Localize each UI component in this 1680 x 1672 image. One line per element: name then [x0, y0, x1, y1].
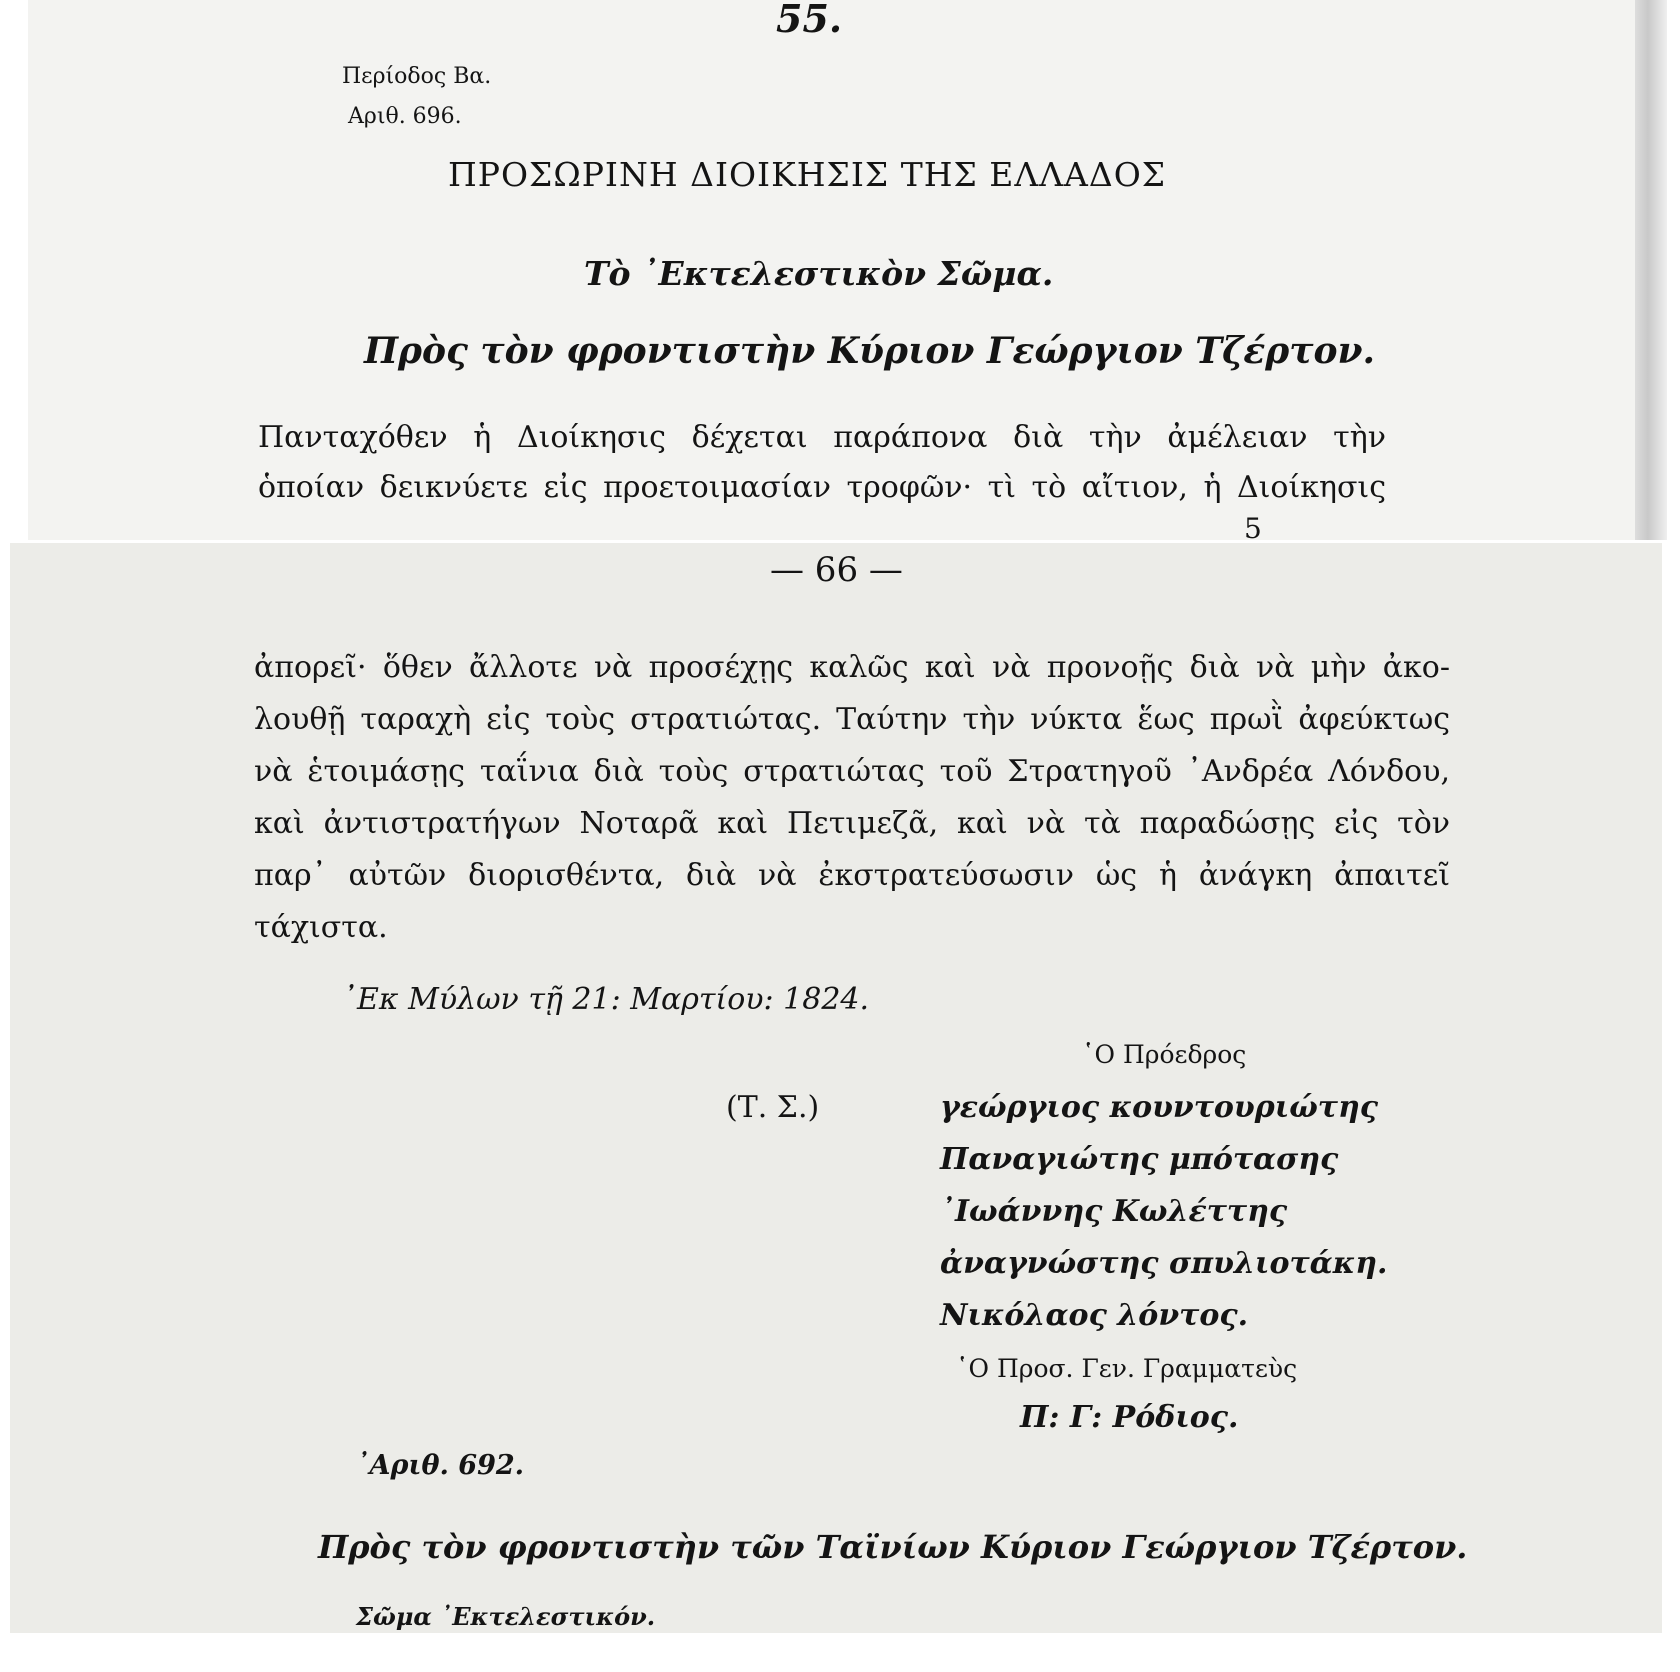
body-line-2: λουθῇ ταραχὴ εἰς τοὺς στρατιώτας. Ταύτην τὴν νύκτα ἕως πρωῒ ἀφεύκτως	[254, 702, 1450, 737]
next-arith-number: ᾿Αριθ. 692.	[356, 1450, 525, 1481]
signatory-3: ᾿Ιωάννης Κωλέττης	[940, 1194, 1288, 1229]
secretary-label: ῾Ο Προσ. Γεν. Γραμματεὺς	[956, 1354, 1298, 1383]
period-label: Περίοδος Βα.	[342, 64, 492, 89]
next-body-line: Σῶμα ᾿Εκτελεστικόν.	[356, 1602, 656, 1631]
document-heading: ΠΡΟΣΩΡΙΝΗ ΔΙΟΙΚΗΣΙΣ ΤΗΣ ΕΛΛΑΔΟΣ	[448, 155, 1167, 194]
signatory-1: γεώργιος κουντουριώτης	[940, 1090, 1379, 1125]
secretary-name: Π: Γ: Ρόδιος.	[1020, 1400, 1239, 1435]
arith-number: Αριθ. 696.	[348, 104, 462, 129]
president-label: ῾Ο Πρόεδρος	[1082, 1040, 1247, 1069]
signature-mark: 5	[1244, 512, 1262, 545]
signatory-5: Νικόλαος λόντος.	[940, 1298, 1249, 1333]
body-line-5: παρ᾿ αὐτῶν διορισθέντα, διὰ νὰ ἐκστρατεύσωσιν ὡς ἡ ἀνάγκη ἀπαιτεῖ	[254, 858, 1450, 893]
seal-mark: (Τ. Σ.)	[726, 1090, 820, 1125]
next-addressee-line: Πρὸς τὸν φροντιστὴν τῶν Ταϊνίων Κύριον Γεώργιον Τζέρτον.	[318, 1528, 1468, 1566]
body-line-1: ἀπορεῖ· ὅθεν ἄλλοτε νὰ προσέχῃς καλῶς καὶ νὰ προνοῇς διὰ νὰ μὴν ἀκο-	[254, 650, 1450, 685]
signatory-2: Παναγιώτης μπότασης	[940, 1142, 1339, 1177]
body-line-4: καὶ ἀντιστρατήγων Νοταρᾶ καὶ Πετιμεζᾶ, καὶ νὰ τὰ παραδώσῃς εἰς τὸν	[254, 806, 1450, 841]
book-binding-edge	[1635, 0, 1667, 540]
page-number: — 66 —	[770, 550, 903, 590]
body-last-line: τάχιστα.	[254, 910, 388, 945]
signatory-4: ἀναγνώστης σπυλιοτάκη.	[940, 1246, 1388, 1281]
document-subheading: Τὸ ᾿Εκτελεστικὸν Σῶμα.	[584, 254, 1054, 293]
top-body-line-1: Πανταχόθεν ἡ Διοίκησις δέχεται παράπονα διὰ τὴν ἀμέλειαν τὴν	[258, 420, 1386, 455]
body-line-3: νὰ ἑτοιμάσῃς ταΐνια διὰ τοὺς στρατιώτας τοῦ Στρατηγοῦ ᾿Ανδρέα Λόνδου,	[254, 754, 1450, 789]
addressee-line: Πρὸς τὸν φροντιστὴν Κύριον Γεώργιον Τζέρτον.	[364, 330, 1375, 372]
date-line: ᾿Εκ Μύλων τῇ 21: Μαρτίου: 1824.	[342, 982, 870, 1017]
top-body-line-2: ὁποίαν δεικνύετε εἰς προετοιμασίαν τροφῶν· τὶ τὸ αἴτιον, ἡ Διοίκησις	[258, 470, 1386, 505]
document-number: 55.	[776, 0, 843, 41]
